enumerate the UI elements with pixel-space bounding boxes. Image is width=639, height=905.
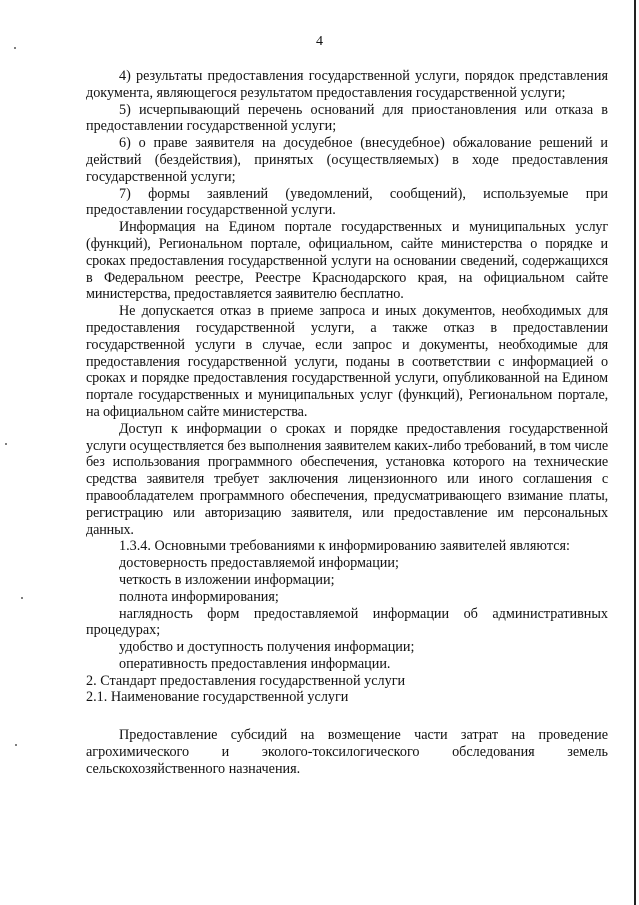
paragraph-application-forms: 7) формы заявлений (уведомлений, сообщений), используемые при предоставлении государственной услуги.: [86, 185, 608, 219]
paragraph-no-refusal: Не допускается отказ в приеме запроса и иных документов, необходимых для предоставления государственной услуги, а также отказ в предоставлении государственной услуги в случае, если запрос и документы, необходимые для предоставления государственной услуги, поданы в соответствии с информацией о сроках и порядке предоставления государственной услуги, опубликованной на Едином портале государственных и муниципальных услуг (функций), Региональном портале, на официальном сайте министерства.: [86, 303, 608, 420]
requirement-item: четкость в изложении информации;: [119, 571, 335, 588]
requirement-item: наглядность форм предоставляемой информации об административных процедурах;: [86, 605, 608, 639]
section-heading: 2. Стандарт предоставления государственной услуги: [86, 672, 406, 689]
requirements-intro: 1.3.4. Основными требованиями к информированию заявителей являются:: [119, 538, 570, 555]
scan-speck: [21, 597, 23, 599]
paragraph-access: Доступ к информации о сроках и порядке предоставления государственной услуги осуществляется без выполнения заявителем каких-либо требований, в том числе без использования программного обеспечения, установка которого на технические средства заявителя требует заключения лицензионного или иного соглашения с правообладателем программного обеспечения, предусматривающего взимание платы, регистрацию или авторизацию заявителя, или предоставление им персональных данных.: [86, 420, 608, 538]
paragraph-appeal-rights: 6) о праве заявителя на досудебное (внесудебное) обжалование решений и действий (бездействия), принятых (осуществляемых) в ходе предоставления государственной услуги;: [86, 135, 608, 185]
page-number: 4: [316, 34, 323, 49]
document-body: [86, 68, 608, 778]
paragraph-portal-info: Информация на Едином портале государственных и муниципальных услуг (функций), Региональном портале, официальном, сайте министерства о порядке и сроках предоставления государственной услуги на основании сведений, содержащихся в Федеральном реестре, Реестре Краснодарского края, на официальном сайте министерства, предоставляется заявителю бесплатно.: [86, 219, 608, 303]
scan-edge-line: [634, 0, 636, 905]
paragraph-grounds: 5) исчерпывающий перечень оснований для приостановления или отказа в предоставлении государственной услуги;: [86, 101, 608, 135]
requirement-item: удобство и доступность получения информации;: [119, 639, 415, 656]
requirement-item: достоверность предоставляемой информации;: [119, 555, 399, 572]
requirement-item: полнота информирования;: [119, 588, 279, 605]
scan-speck: [15, 744, 17, 746]
requirement-item: оперативность предоставления информации.: [119, 655, 391, 672]
paragraph-results: 4) результаты предоставления государственной услуги, порядок представления документа, являющегося результатом предоставления государственной услуги;: [86, 68, 608, 101]
service-name-paragraph: Предоставление субсидий на возмещение части затрат на проведение агрохимического и эколого-токсилогического обследования земель сельскохозяйственного назначения.: [86, 727, 608, 777]
subsection-heading: 2.1. Наименование государственной услуги: [86, 689, 349, 706]
scan-speck: [5, 443, 7, 445]
